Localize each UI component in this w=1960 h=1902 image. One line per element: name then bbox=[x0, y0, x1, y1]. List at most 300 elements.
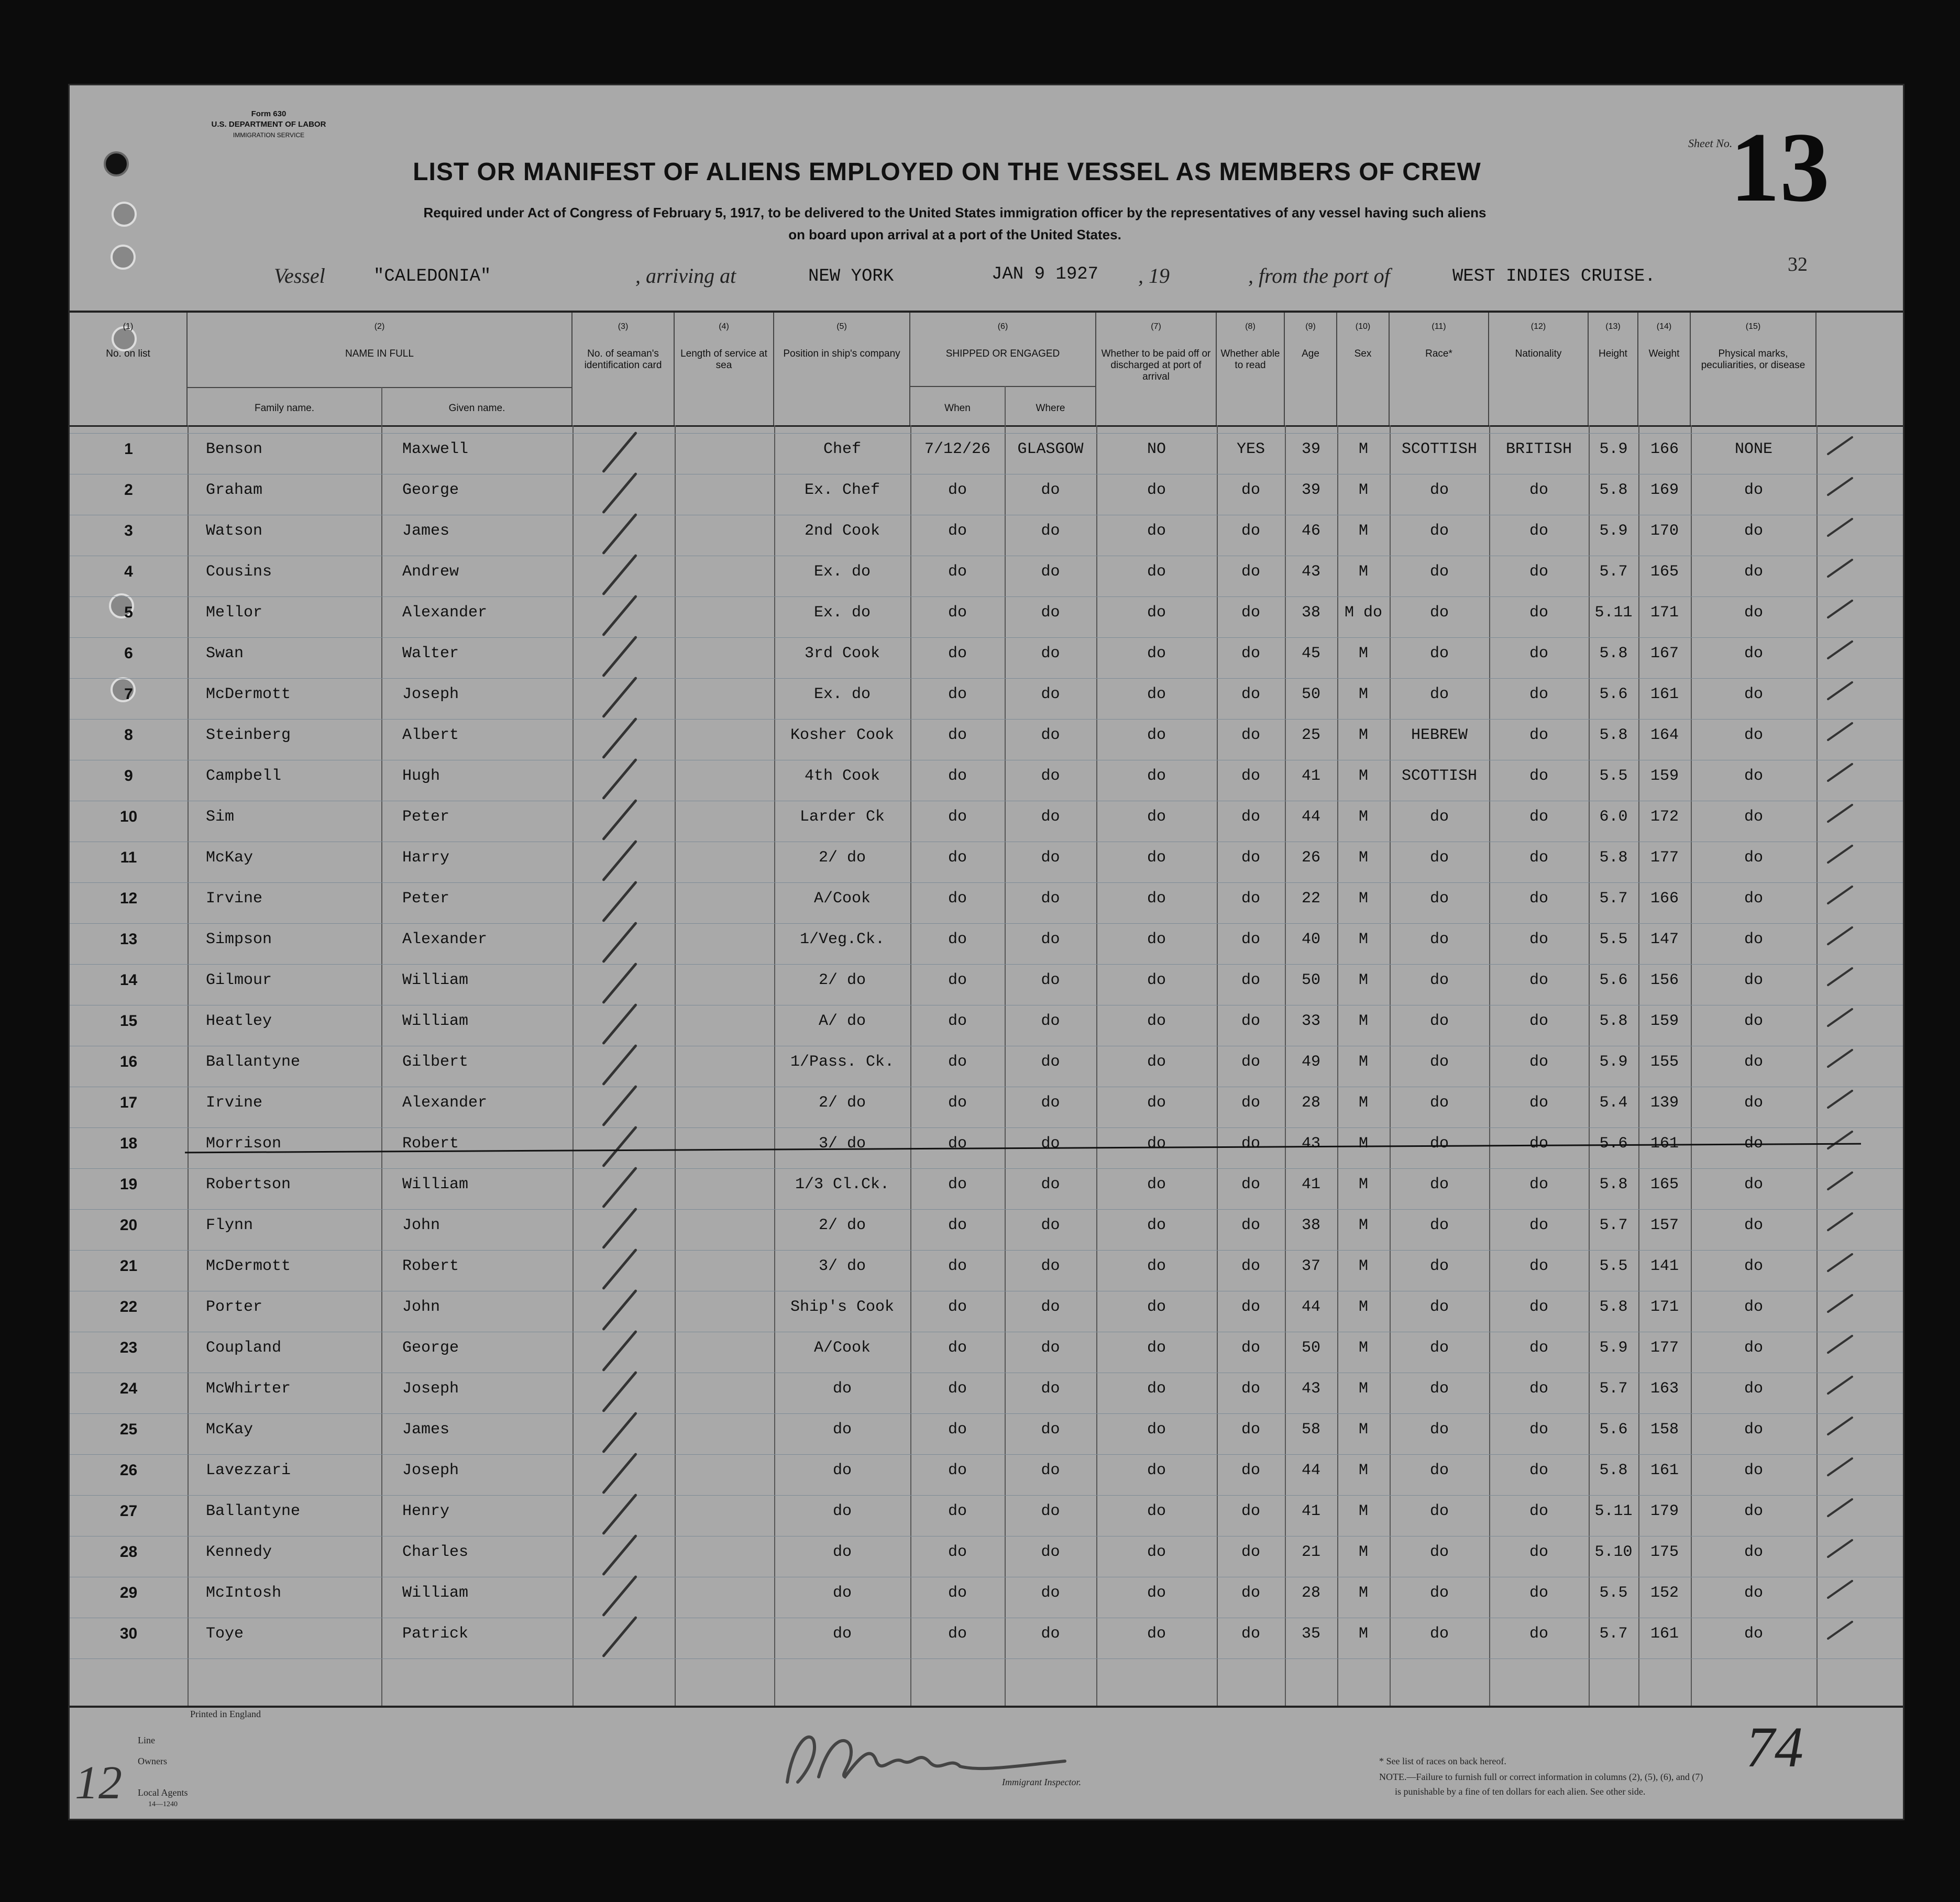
shipped-where-cell: do bbox=[1041, 1135, 1060, 1153]
physical-marks-cell: do bbox=[1744, 1339, 1763, 1357]
height-cell: 5.9 bbox=[1599, 1053, 1628, 1071]
race-cell: do bbox=[1429, 1135, 1449, 1153]
physical-marks-cell: do bbox=[1744, 1257, 1763, 1275]
check-mark-icon bbox=[602, 1003, 637, 1045]
row-number-cell: 10 bbox=[119, 808, 138, 825]
col-number: (13) bbox=[1605, 322, 1621, 331]
line-label: Line bbox=[138, 1735, 155, 1745]
shipped-where-cell: do bbox=[1041, 481, 1060, 499]
position-cell: 3rd Cook bbox=[804, 645, 880, 662]
age-cell: 50 bbox=[1301, 971, 1320, 989]
shipped-where-cell: do bbox=[1041, 1094, 1060, 1112]
nationality-cell: do bbox=[1529, 604, 1548, 622]
height-cell: 5.8 bbox=[1599, 1462, 1628, 1479]
paid-off-cell: do bbox=[1147, 767, 1166, 785]
age-cell: 41 bbox=[1301, 767, 1320, 785]
sex-cell: M bbox=[1358, 890, 1368, 908]
col-title: Age bbox=[1302, 348, 1319, 359]
shipped-where-cell: do bbox=[1041, 849, 1060, 867]
check-mark-icon bbox=[602, 1085, 637, 1127]
row-number-cell: 7 bbox=[124, 685, 133, 703]
nationality-cell: do bbox=[1529, 931, 1548, 948]
nationality-cell: do bbox=[1529, 1298, 1548, 1316]
row-number-cell: 30 bbox=[119, 1625, 138, 1642]
subheader-rule bbox=[188, 387, 572, 388]
given-name-cell: George bbox=[402, 1339, 459, 1357]
family-name-cell: Irvine bbox=[206, 1094, 263, 1112]
header-sex bbox=[1337, 313, 1390, 425]
sex-cell: M bbox=[1358, 1298, 1368, 1316]
physical-marks-cell: do bbox=[1744, 1053, 1763, 1071]
race-cell: do bbox=[1429, 1339, 1449, 1357]
family-name-cell: Heatley bbox=[206, 1012, 272, 1030]
margin-tick-icon bbox=[1826, 599, 1853, 619]
shipped-where-cell: do bbox=[1041, 971, 1060, 989]
margin-tick-icon bbox=[1826, 1539, 1853, 1558]
weight-cell: 159 bbox=[1650, 767, 1679, 785]
able-to-read-cell: do bbox=[1241, 604, 1260, 622]
able-to-read-cell: do bbox=[1241, 1421, 1260, 1439]
agency-block bbox=[206, 109, 332, 140]
sex-cell: M bbox=[1358, 1584, 1368, 1602]
family-name-cell: Campbell bbox=[206, 767, 282, 785]
race-cell: do bbox=[1429, 971, 1449, 989]
nationality-cell: do bbox=[1529, 1421, 1548, 1439]
check-mark-icon bbox=[602, 922, 637, 964]
paid-off-cell: do bbox=[1147, 931, 1166, 948]
col-title: Length of service at sea bbox=[680, 348, 767, 371]
given-name-cell: Harry bbox=[402, 849, 450, 867]
subheader-rule bbox=[910, 386, 1096, 387]
manifest-sheet bbox=[68, 84, 1904, 1820]
able-to-read-cell: do bbox=[1241, 685, 1260, 703]
shipped-when-cell: do bbox=[948, 604, 967, 622]
sex-cell: M bbox=[1358, 522, 1368, 540]
table-row bbox=[70, 433, 1903, 473]
physical-marks-cell: do bbox=[1744, 808, 1763, 826]
col-title: Height bbox=[1599, 348, 1627, 359]
able-to-read-cell: do bbox=[1241, 1298, 1260, 1316]
table-row bbox=[70, 1577, 1903, 1617]
margin-tick-icon bbox=[1826, 803, 1853, 823]
nationality-cell: do bbox=[1529, 808, 1548, 826]
col-title: Nationality bbox=[1515, 348, 1562, 359]
position-cell: 2/ do bbox=[818, 1217, 866, 1234]
sex-cell: M bbox=[1358, 767, 1368, 785]
check-mark-icon bbox=[602, 472, 637, 514]
able-to-read-cell: do bbox=[1241, 1502, 1260, 1520]
margin-tick-icon bbox=[1826, 1416, 1853, 1436]
table-row bbox=[70, 678, 1903, 718]
age-cell: 40 bbox=[1301, 931, 1320, 948]
weight-cell: 172 bbox=[1650, 808, 1679, 826]
able-to-read-cell: do bbox=[1241, 767, 1260, 785]
sex-cell: M bbox=[1358, 726, 1368, 744]
margin-tick-icon bbox=[1826, 762, 1853, 782]
family-name-cell: Graham bbox=[206, 481, 263, 499]
vessel-label: Vessel bbox=[274, 264, 325, 287]
check-mark-icon bbox=[602, 1371, 637, 1413]
shipped-when-cell: do bbox=[948, 1053, 967, 1071]
height-cell: 5.6 bbox=[1599, 685, 1628, 703]
family-name-cell: McKay bbox=[206, 1421, 254, 1439]
weight-cell: 171 bbox=[1650, 1298, 1679, 1316]
shipped-when-cell: do bbox=[948, 1135, 967, 1153]
race-cell: do bbox=[1429, 1012, 1449, 1030]
shipped-where-cell: do bbox=[1041, 1257, 1060, 1275]
able-to-read-cell: do bbox=[1241, 808, 1260, 826]
shipped-where-cell: do bbox=[1041, 1462, 1060, 1479]
header-age bbox=[1285, 313, 1337, 425]
sex-cell: M bbox=[1358, 440, 1368, 458]
able-to-read-cell: do bbox=[1241, 1176, 1260, 1193]
position-cell: do bbox=[832, 1502, 852, 1520]
sex-cell: M bbox=[1358, 1094, 1368, 1112]
shipped-when-cell: do bbox=[948, 1094, 967, 1112]
able-to-read-cell: do bbox=[1241, 1094, 1260, 1112]
race-cell: do bbox=[1429, 1462, 1449, 1479]
shipped-where-cell: do bbox=[1041, 1012, 1060, 1030]
margin-tick-icon bbox=[1826, 1375, 1853, 1395]
shipped-when-cell: do bbox=[948, 1502, 967, 1520]
row-number-cell: 8 bbox=[124, 726, 133, 744]
check-mark-icon bbox=[602, 513, 637, 555]
shipped-where-cell: do bbox=[1041, 1053, 1060, 1071]
height-cell: 5.6 bbox=[1599, 1135, 1628, 1153]
race-cell: do bbox=[1429, 481, 1449, 499]
shipped-where-cell: do bbox=[1041, 931, 1060, 948]
shipped-where-cell: do bbox=[1041, 1339, 1060, 1357]
header-nationality bbox=[1489, 313, 1589, 425]
col-title: Physical marks, peculiarities, or disease bbox=[1701, 348, 1805, 371]
able-to-read-cell: do bbox=[1241, 522, 1260, 540]
col-number: (12) bbox=[1530, 322, 1546, 331]
age-cell: 41 bbox=[1301, 1176, 1320, 1193]
col-number: (9) bbox=[1305, 322, 1316, 331]
shipped-when-cell: do bbox=[948, 808, 967, 826]
row-number-cell: 28 bbox=[119, 1543, 138, 1561]
physical-marks-cell: do bbox=[1744, 1584, 1763, 1602]
table-row bbox=[70, 1168, 1903, 1208]
height-cell: 5.7 bbox=[1599, 1380, 1628, 1398]
margin-tick-icon bbox=[1826, 722, 1853, 742]
age-cell: 21 bbox=[1301, 1543, 1320, 1561]
age-cell: 33 bbox=[1301, 1012, 1320, 1030]
margin-tick-icon bbox=[1826, 1089, 1853, 1109]
sex-cell: M bbox=[1358, 645, 1368, 662]
given-name-cell: John bbox=[402, 1217, 441, 1234]
weight-cell: 164 bbox=[1650, 726, 1679, 744]
able-to-read-cell: do bbox=[1241, 1257, 1260, 1275]
header-no bbox=[70, 313, 188, 425]
col-number: (14) bbox=[1656, 322, 1672, 331]
age-cell: 45 bbox=[1301, 645, 1320, 662]
paid-off-cell: do bbox=[1147, 1421, 1166, 1439]
sex-cell: M bbox=[1358, 1462, 1368, 1479]
weight-cell: 177 bbox=[1650, 1339, 1679, 1357]
paid-off-cell: do bbox=[1147, 522, 1166, 540]
col-number: (5) bbox=[836, 322, 847, 331]
margin-tick-icon bbox=[1826, 558, 1853, 578]
height-cell: 5.11 bbox=[1594, 1502, 1633, 1520]
check-mark-icon bbox=[602, 1330, 637, 1372]
table-row bbox=[70, 1250, 1903, 1290]
able-to-read-cell: do bbox=[1241, 1625, 1260, 1643]
paid-off-cell: do bbox=[1147, 645, 1166, 662]
given-name-cell: Joseph bbox=[402, 685, 459, 703]
family-name-cell: Lavezzari bbox=[206, 1462, 291, 1479]
shipped-where-cell: do bbox=[1041, 1584, 1060, 1602]
race-cell: SCOTTISH bbox=[1401, 440, 1478, 458]
table-row bbox=[70, 964, 1903, 1004]
given-name-cell: Joseph bbox=[402, 1462, 459, 1479]
position-cell: do bbox=[832, 1625, 852, 1643]
punch-hole bbox=[104, 151, 129, 176]
family-name-cell: Sim bbox=[206, 808, 235, 826]
race-cell: do bbox=[1429, 1543, 1449, 1561]
document-subtitle bbox=[300, 202, 1610, 246]
sex-cell: M bbox=[1358, 1625, 1368, 1643]
arrival-port: NEW YORK bbox=[808, 267, 894, 286]
row-number-cell: 14 bbox=[119, 971, 138, 989]
margin-tick-icon bbox=[1826, 926, 1853, 946]
nationality-cell: do bbox=[1529, 1257, 1548, 1275]
year-label: , 19 bbox=[1138, 264, 1170, 287]
height-cell: 5.8 bbox=[1599, 1298, 1628, 1316]
header-position bbox=[774, 313, 910, 425]
shipped-when-cell: do bbox=[948, 645, 967, 662]
margin-tick-icon bbox=[1826, 1212, 1853, 1232]
able-to-read-cell: do bbox=[1241, 481, 1260, 499]
paid-off-cell: do bbox=[1147, 1053, 1166, 1071]
given-name-cell: John bbox=[402, 1298, 441, 1316]
check-mark-icon bbox=[602, 881, 637, 923]
vessel-line bbox=[70, 263, 1656, 295]
nationality-cell: do bbox=[1529, 1380, 1548, 1398]
row-number-cell: 21 bbox=[119, 1257, 138, 1275]
nationality-cell: do bbox=[1529, 563, 1548, 581]
weight-cell: 139 bbox=[1650, 1094, 1679, 1112]
margin-tick-icon bbox=[1826, 967, 1853, 987]
age-cell: 44 bbox=[1301, 1298, 1320, 1316]
nationality-cell: BRITISH bbox=[1505, 440, 1572, 458]
family-name-cell: Irvine bbox=[206, 890, 263, 908]
margin-tick-icon bbox=[1826, 1253, 1853, 1273]
position-cell: Ex. do bbox=[813, 604, 871, 622]
check-mark-icon bbox=[602, 1494, 637, 1535]
paid-off-cell: do bbox=[1147, 1584, 1166, 1602]
table-row bbox=[70, 1005, 1903, 1045]
given-name-cell: Patrick bbox=[402, 1625, 469, 1643]
height-cell: 5.8 bbox=[1599, 481, 1628, 499]
col-number: (3) bbox=[618, 322, 629, 331]
check-mark-icon bbox=[602, 595, 637, 637]
age-cell: 44 bbox=[1301, 808, 1320, 826]
race-cell: do bbox=[1429, 1380, 1449, 1398]
col-number: (6) bbox=[997, 322, 1008, 331]
family-name-cell: Steinberg bbox=[206, 726, 291, 744]
race-cell: do bbox=[1429, 1053, 1449, 1071]
age-cell: 26 bbox=[1301, 849, 1320, 867]
check-mark-icon bbox=[602, 1248, 637, 1290]
paid-off-cell: do bbox=[1147, 1094, 1166, 1112]
given-name-cell: Peter bbox=[402, 890, 450, 908]
family-name-cell: McDermott bbox=[206, 1257, 291, 1275]
height-cell: 5.7 bbox=[1599, 1625, 1628, 1643]
able-to-read-cell: do bbox=[1241, 1053, 1260, 1071]
paid-off-cell: do bbox=[1147, 1339, 1166, 1357]
col-number: (4) bbox=[719, 322, 729, 331]
nationality-cell: do bbox=[1529, 1625, 1548, 1643]
document-title: LIST OR MANIFEST OF ALIENS EMPLOYED ON THE VESSEL AS MEMBERS OF CREW bbox=[413, 158, 1481, 186]
paid-off-cell: do bbox=[1147, 1502, 1166, 1520]
paid-off-cell: do bbox=[1147, 1543, 1166, 1561]
position-cell: Ex. Chef bbox=[804, 481, 880, 499]
table-row bbox=[70, 1536, 1903, 1576]
given-name-cell: Alexander bbox=[402, 1094, 488, 1112]
row-number-cell: 22 bbox=[119, 1298, 138, 1315]
sex-cell: M bbox=[1358, 1176, 1368, 1193]
inspector-label: Immigrant Inspector. bbox=[1002, 1777, 1081, 1787]
service-name: IMMIGRATION SERVICE bbox=[233, 131, 305, 139]
family-name-cell: Simpson bbox=[206, 931, 272, 948]
margin-tick-icon bbox=[1826, 640, 1853, 660]
nationality-cell: do bbox=[1529, 1543, 1548, 1561]
from-port: WEST INDIES CRUISE. bbox=[1452, 267, 1656, 286]
physical-marks-cell: do bbox=[1744, 890, 1763, 908]
margin-tick-icon bbox=[1826, 477, 1853, 496]
physical-marks-cell: do bbox=[1744, 767, 1763, 785]
weight-cell: 161 bbox=[1650, 1135, 1679, 1153]
race-cell: do bbox=[1429, 931, 1449, 948]
age-cell: 43 bbox=[1301, 563, 1320, 581]
family-name-cell: Swan bbox=[206, 645, 244, 662]
race-cell: do bbox=[1429, 1584, 1449, 1602]
margin-tick-icon bbox=[1826, 1293, 1853, 1313]
physical-marks-cell: do bbox=[1744, 522, 1763, 540]
shipped-when-cell: do bbox=[948, 563, 967, 581]
age-cell: 49 bbox=[1301, 1053, 1320, 1071]
sex-cell: M bbox=[1358, 1502, 1368, 1520]
paid-off-cell: do bbox=[1147, 563, 1166, 581]
table-row bbox=[70, 1209, 1903, 1249]
weight-cell: 152 bbox=[1650, 1584, 1679, 1602]
paid-off-cell: do bbox=[1147, 1012, 1166, 1030]
race-cell: do bbox=[1429, 563, 1449, 581]
given-name-cell: James bbox=[402, 1421, 450, 1439]
race-cell: do bbox=[1429, 685, 1449, 703]
sex-cell: M bbox=[1358, 1257, 1368, 1275]
header-bottom-rule bbox=[70, 425, 1903, 427]
check-mark-icon bbox=[602, 963, 637, 1004]
given-name-cell: James bbox=[402, 522, 450, 540]
height-cell: 5.11 bbox=[1594, 604, 1633, 622]
shipped-when-cell: do bbox=[948, 1543, 967, 1561]
height-cell: 5.7 bbox=[1599, 890, 1628, 908]
col-title: SHIPPED OR ENGAGED bbox=[945, 348, 1060, 359]
physical-marks-cell: do bbox=[1744, 1625, 1763, 1643]
given-name-cell: George bbox=[402, 481, 459, 499]
position-cell: 4th Cook bbox=[804, 767, 880, 785]
header-race bbox=[1390, 313, 1489, 425]
col-title: Whether able to read bbox=[1220, 348, 1280, 371]
nationality-cell: do bbox=[1529, 685, 1548, 703]
row-number-cell: 19 bbox=[119, 1176, 138, 1193]
sex-cell: M do bbox=[1344, 604, 1382, 622]
row-number-cell: 20 bbox=[119, 1217, 138, 1234]
sex-cell: M bbox=[1358, 1012, 1368, 1030]
position-cell: 1/3 Cl.Ck. bbox=[795, 1176, 890, 1193]
shipped-where-cell: do bbox=[1041, 645, 1060, 662]
margin-tick-icon bbox=[1826, 1334, 1853, 1354]
sex-cell: M bbox=[1358, 1380, 1368, 1398]
paid-off-cell: do bbox=[1147, 1176, 1166, 1193]
table-row bbox=[70, 801, 1903, 841]
where-header: Where bbox=[1036, 403, 1065, 414]
row-number-cell: 1 bbox=[124, 440, 133, 458]
position-cell: Larder Ck bbox=[799, 808, 885, 826]
paid-off-cell: do bbox=[1147, 890, 1166, 908]
position-cell: 1/Pass. Ck. bbox=[790, 1053, 895, 1071]
given-name-cell: Maxwell bbox=[402, 440, 469, 458]
shipped-where-cell: do bbox=[1041, 1625, 1060, 1643]
height-cell: 5.6 bbox=[1599, 1421, 1628, 1439]
margin-tick-icon bbox=[1826, 517, 1853, 537]
given-name-cell: Robert bbox=[402, 1135, 459, 1153]
weight-cell: 179 bbox=[1650, 1502, 1679, 1520]
sex-cell: M bbox=[1358, 481, 1368, 499]
table-row bbox=[70, 923, 1903, 963]
shipped-when-cell: do bbox=[948, 522, 967, 540]
family-name-header: Family name. bbox=[254, 403, 315, 414]
row-number-cell: 2 bbox=[124, 481, 133, 499]
able-to-read-cell: do bbox=[1241, 1584, 1260, 1602]
family-name-cell: Ballantyne bbox=[206, 1053, 301, 1071]
family-name-cell: Kennedy bbox=[206, 1543, 272, 1561]
able-to-read-cell: do bbox=[1241, 645, 1260, 662]
table-row bbox=[70, 1495, 1903, 1535]
position-cell: A/ do bbox=[818, 1012, 866, 1030]
physical-marks-cell: do bbox=[1744, 931, 1763, 948]
family-name-cell: Robertson bbox=[206, 1176, 291, 1193]
table-row bbox=[70, 1332, 1903, 1372]
sex-cell: M bbox=[1358, 1543, 1368, 1561]
shipped-when-cell: do bbox=[948, 1339, 967, 1357]
race-cell: do bbox=[1429, 604, 1449, 622]
table-row bbox=[70, 760, 1903, 800]
table-row bbox=[70, 719, 1903, 759]
position-cell: 3/ do bbox=[818, 1135, 866, 1153]
position-cell: do bbox=[832, 1380, 852, 1398]
form-number: Form 630 bbox=[251, 109, 287, 118]
given-name-cell: Henry bbox=[402, 1502, 450, 1520]
row-number-cell: 6 bbox=[124, 645, 133, 662]
header-weight bbox=[1638, 313, 1691, 425]
owners-label: Owners bbox=[138, 1756, 167, 1766]
shipped-where-cell: do bbox=[1041, 1543, 1060, 1561]
check-mark-icon bbox=[602, 1453, 637, 1495]
nationality-cell: do bbox=[1529, 522, 1548, 540]
physical-marks-cell: do bbox=[1744, 1543, 1763, 1561]
able-to-read-cell: do bbox=[1241, 971, 1260, 989]
shipped-where-cell: do bbox=[1041, 1421, 1060, 1439]
sex-cell: M bbox=[1358, 1053, 1368, 1071]
nationality-cell: do bbox=[1529, 645, 1548, 662]
table-row bbox=[70, 637, 1903, 677]
paid-off-cell: do bbox=[1147, 1380, 1166, 1398]
physical-marks-cell: do bbox=[1744, 1462, 1763, 1479]
age-cell: 43 bbox=[1301, 1135, 1320, 1153]
